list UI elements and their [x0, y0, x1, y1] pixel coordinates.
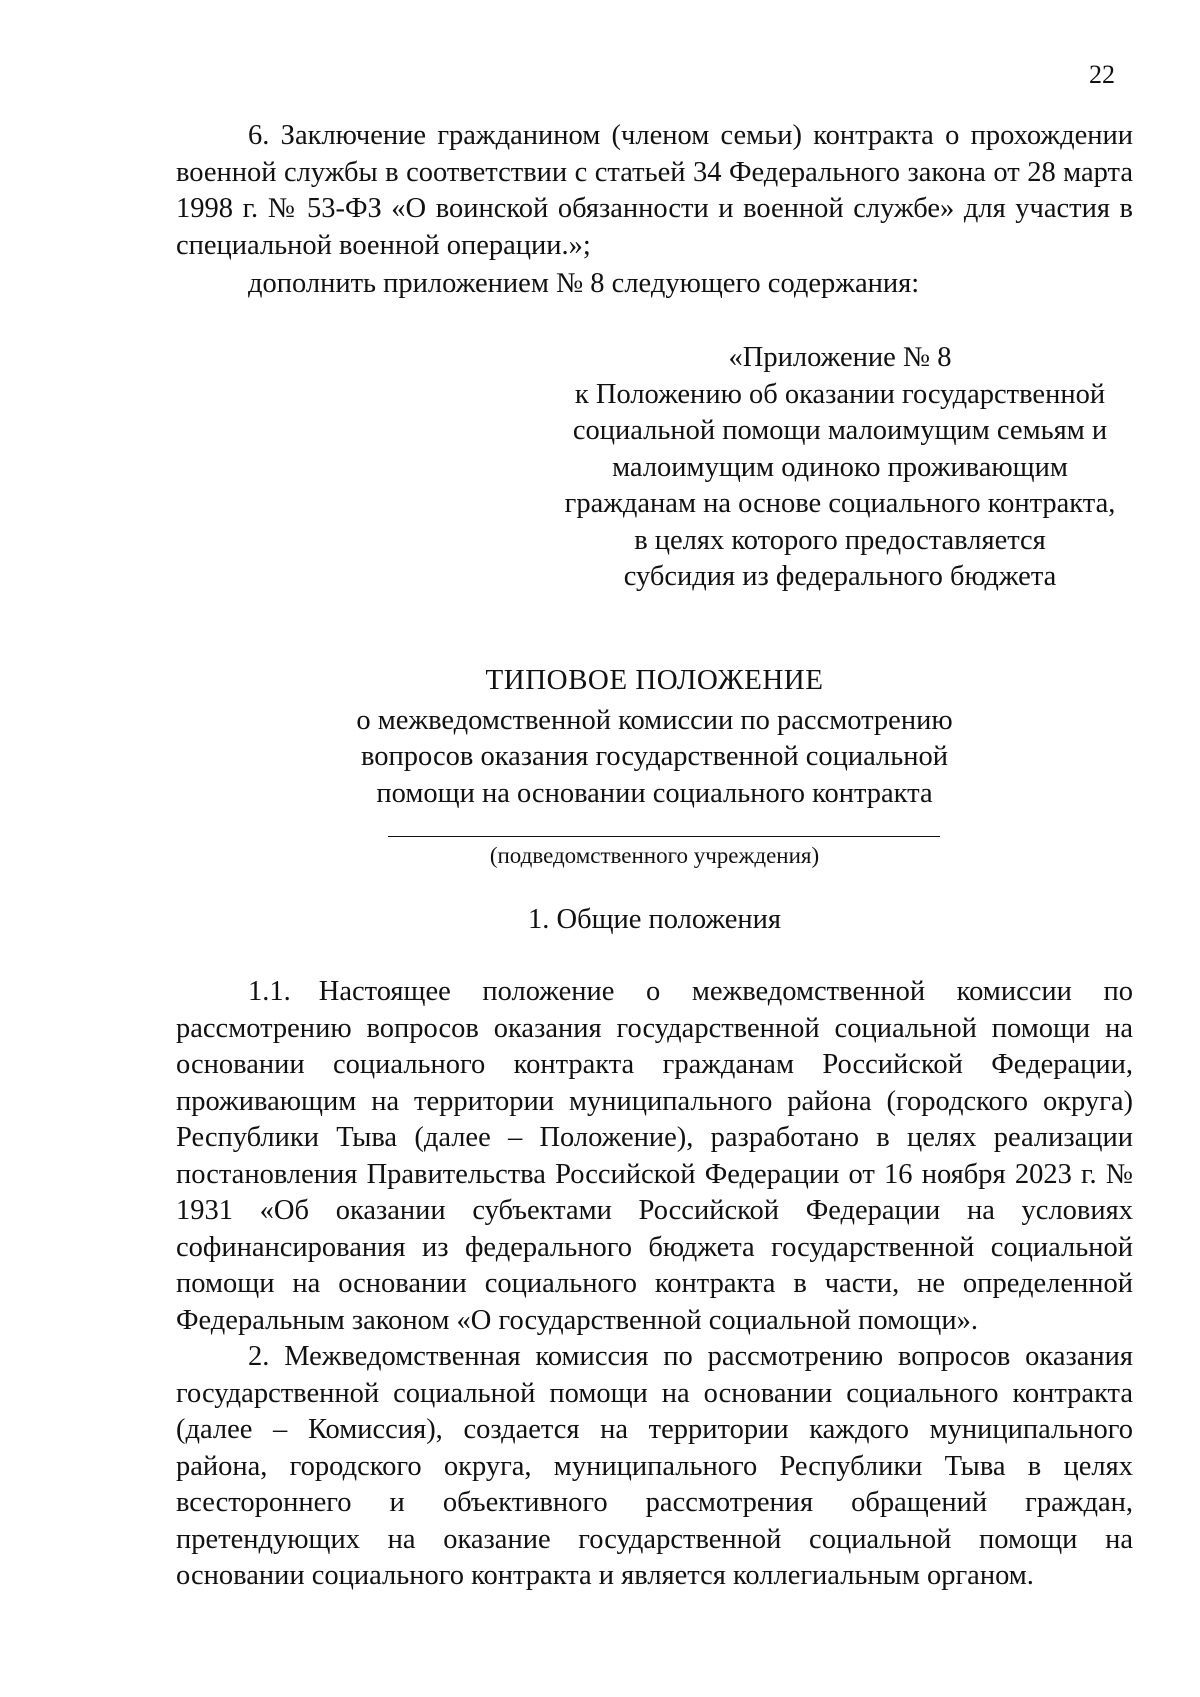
paragraph-6-text: 6. Заключение гражданином (членом семьи) контракта о прохождении военной службы в соответствии с статьей 34 Федерального закона от 28 марта 1998 г. № 53-ФЗ «О воинской обязанности и военной службе» для участия в специальной военной операции.»;	[176, 120, 1133, 261]
appendix-line-7: субсидия из федерального бюджета	[623, 561, 1057, 592]
page-number: 22	[1089, 60, 1115, 89]
appendix-line-2: к Положению об оказании государственной	[574, 378, 1106, 410]
blank-caption: (подведомственного учреждения)	[489, 843, 820, 868]
title-line-2: вопросов оказания государственной социальной	[361, 741, 948, 772]
title-line-3: помощи на основании социального контракта	[376, 777, 933, 809]
appendix-line-5: гражданам на основе социального контракта,	[564, 488, 1116, 519]
appendix-line-4: малоимущим одиноко проживающим	[612, 451, 1068, 483]
document-title	[176, 662, 1133, 812]
appendix-header	[560, 340, 1120, 596]
add-appendix-line: дополнить приложением № 8 следующего содержания:	[248, 268, 920, 299]
paragraph-1-1-text: Настоящее положение о межведомственной комиссии по рассмотрению вопросов оказания государственной социальной помощи на основании социального контракта гражданам Российской Федерации, проживающим на территории муниципального района (городского округа) Республики Тыва (далее – Положение), разработано в целях реализации постановления Правительства Российской Федерации от 16 ноября 2023 г. № 1931 «Об оказании субъектами Российской Федерации на условиях софинансирования из федерального бюджета государственной социальной помощи на основании социального контракта в части, не определенной Федеральным законом «О государственной социальной помощи».	[176, 976, 1133, 1336]
section-heading: 1. Общие положения	[527, 904, 782, 935]
general-provisions	[176, 974, 1133, 1595]
paragraph-2: 2. Межведомственная комиссия по рассмотрению вопросов оказания государственной социальной помощи на основании социального контракта (далее – Комиссия), создается на территории каждого муниципального района, городского округа, муниципального Республики Тыва в целях всестороннего и объективного рассмотрения обращений граждан, претендующих на оказание государственной социальной помощи на основании социального контракта и является коллегиальным органом.	[176, 1341, 1133, 1591]
appendix-line-3: социальной помощи малоимущим семьям и	[572, 415, 1108, 446]
title-heading: ТИПОВОЕ ПОЛОЖЕНИЕ	[485, 664, 824, 696]
blank-line	[388, 836, 940, 837]
paragraph-1-1	[176, 974, 1133, 1339]
title-line-1: о межведомственной комиссии по рассмотрению	[356, 704, 953, 736]
paragraph-6	[176, 118, 1133, 264]
appendix-line-6: в целях которого предоставляется	[634, 524, 1046, 556]
paragraph-1-1-number: 1.1.	[248, 976, 291, 1007]
appendix-line-1: «Приложение № 8	[728, 342, 952, 373]
